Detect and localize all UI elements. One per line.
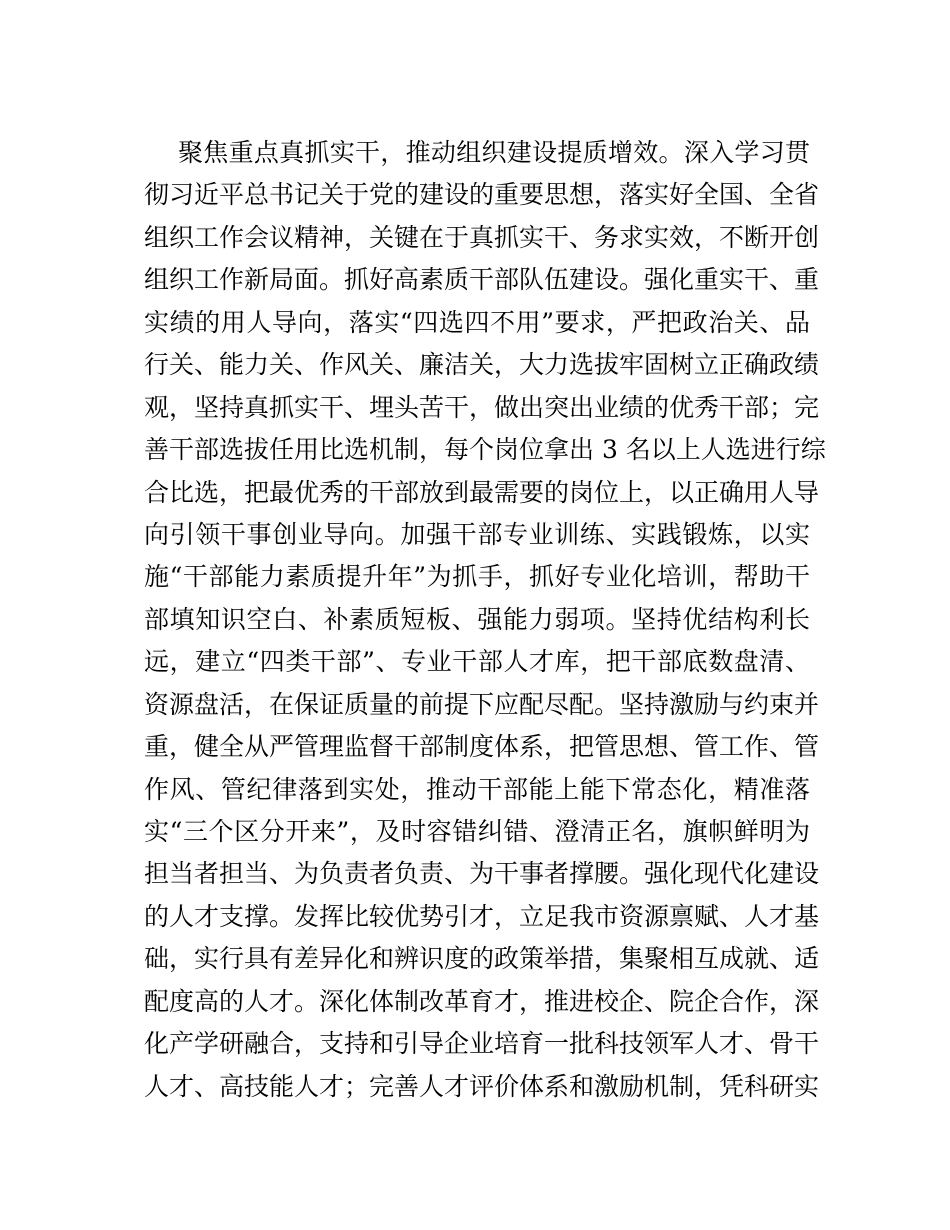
text-line: 远，建立“四类干部”、专业干部人才库，把干部底数盘清、 xyxy=(144,647,810,677)
text-line: 合比选，把最优秀的干部放到最需要的岗位上，以正确用人导 xyxy=(144,477,820,507)
text-line: 施“干部能力素质提升年”为抓手，抓好专业化培训，帮助干 xyxy=(144,562,810,592)
text-line: 行关、能力关、作风关、廉洁关，大力选拔牢固树立正确政绩 xyxy=(144,350,820,380)
text-line: 聚焦重点真抓实干，推动组织建设提质增效。深入学习贯 xyxy=(178,138,810,167)
text-line: 资源盘活，在保证质量的前提下应配尽配。坚持激励与约束并 xyxy=(144,689,820,719)
text-line: 组织工作会议精神，关键在于真抓实干、务求实效，不断开创 xyxy=(144,222,820,252)
text-line: 重，健全从严管理监督干部制度体系，把管思想、管工作、管 xyxy=(144,732,820,762)
body-paragraph xyxy=(144,132,826,1108)
text-line: 彻习近平总书记关于党的建设的重要思想，落实好全国、全省 xyxy=(144,180,820,210)
text-line: 人才、高技能人才；完善人才评价体系和激励机制，凭科研实 xyxy=(144,1071,820,1101)
text-line: 作风、管纪律落到实处，推动干部能上能下常态化，精准落 xyxy=(144,774,810,804)
text-line: 部填知识空白、补素质短板、强能力弱项。坚持优结构利长 xyxy=(144,604,810,634)
text-line: 善干部选拔任用比选机制，每个岗位拿出 3 名以上人选进行综 xyxy=(144,435,826,465)
text-line: 础，实行具有差异化和辨识度的政策举措，集聚相互成就、适 xyxy=(144,944,820,974)
text-line: 担当者担当、为负责者负责、为干事者撑腰。强化现代化建设 xyxy=(144,859,820,889)
text-line: 化产学研融合，支持和引导企业培育一批科技领军人才、骨干 xyxy=(144,1029,820,1059)
text-line: 实绩的用人导向，落实“四选四不用”要求，严把政治关、品 xyxy=(144,307,810,337)
text-line: 组织工作新局面。抓好高素质干部队伍建设。强化重实干、重 xyxy=(144,265,820,295)
text-line: 配度高的人才。深化体制改革育才，推进校企、院企合作，深 xyxy=(144,986,820,1016)
text-line: 观，坚持真抓实干、埋头苦干，做出突出业绩的优秀干部；完 xyxy=(144,392,820,422)
text-line: 实“三个区分开来”，及时容错纠错、澄清正名，旗帜鲜明为 xyxy=(144,817,810,846)
text-line: 的人才支撑。发挥比较优势引才，立足我市资源禀赋、人才基 xyxy=(144,901,820,931)
text-line: 向引领干事创业导向。加强干部专业训练、实践锻炼，以实 xyxy=(144,519,810,549)
